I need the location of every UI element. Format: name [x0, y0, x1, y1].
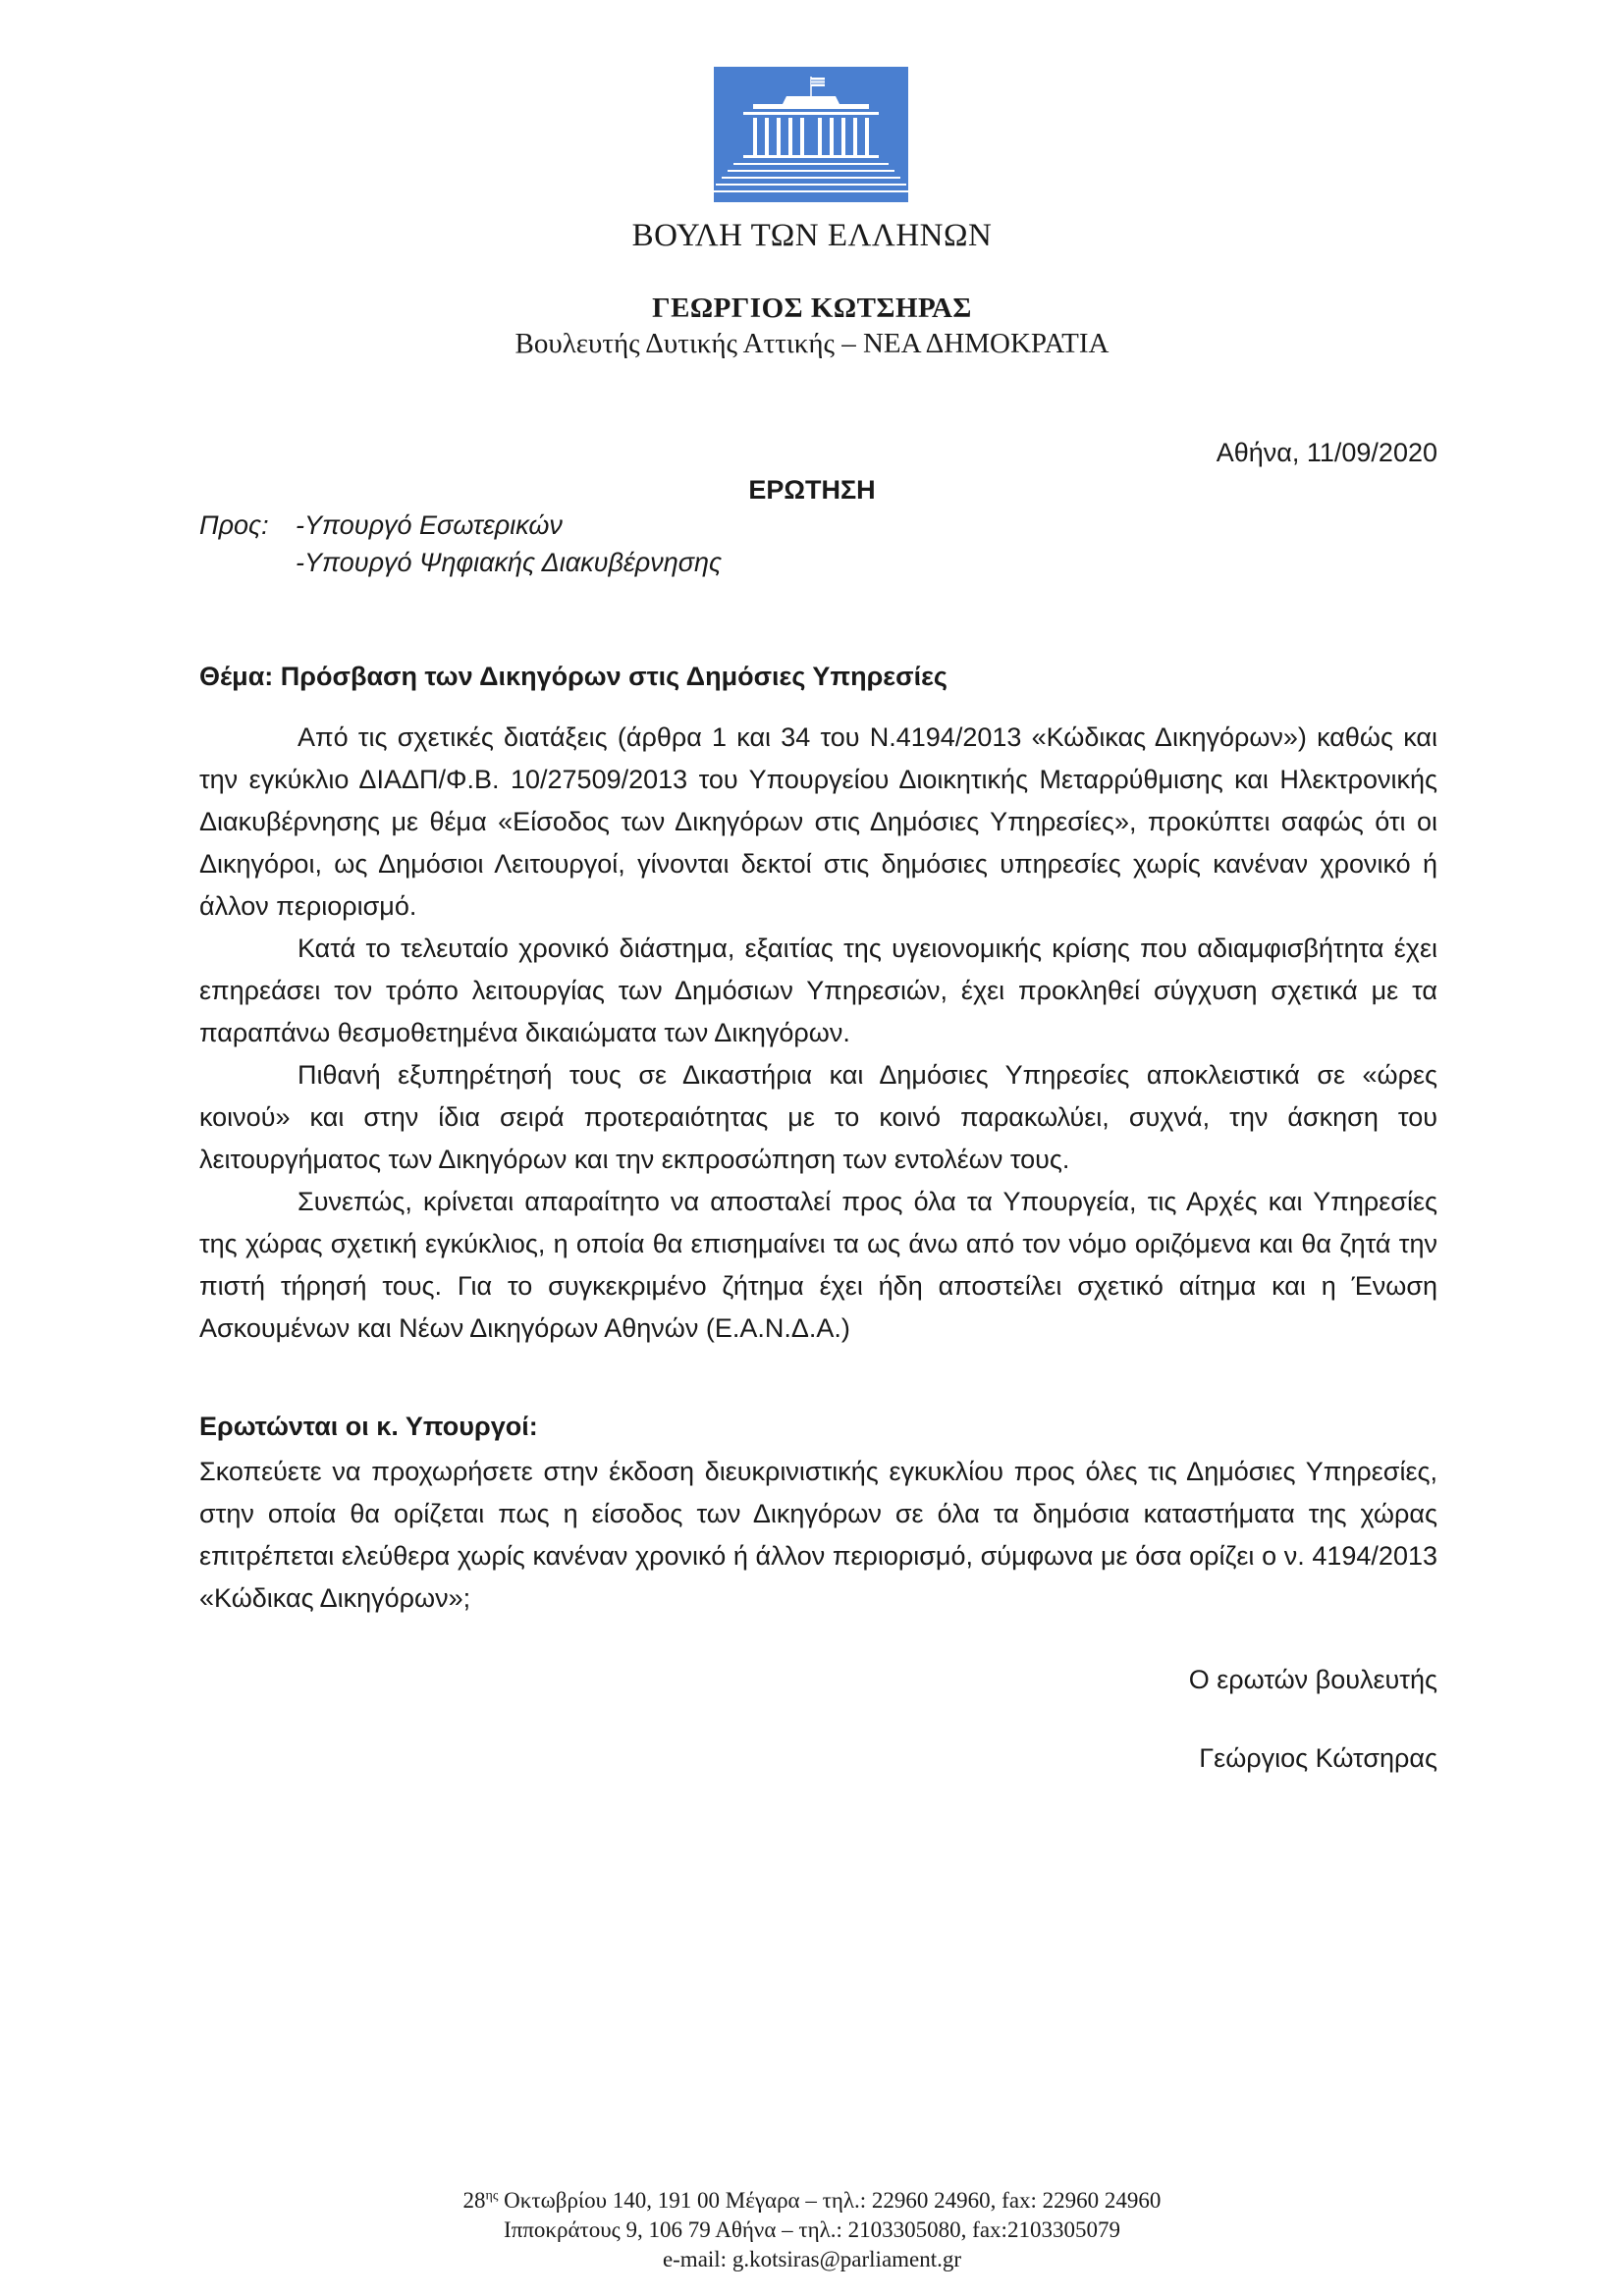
footer-ordinal-suffix: ης: [485, 2188, 499, 2204]
signature-name: Γεώργιος Κώτσηρας: [1199, 1743, 1437, 1773]
recipients-label: Προς:: [199, 510, 269, 540]
footer-address-rest: Οκτωβρίου 140, 191 00 Μέγαρα – τηλ.: 22960 24960, fax: 22960 24960: [498, 2188, 1162, 2213]
body-paragraph: Κατά το τελευταίο χρονικό διάστημα, εξαιτίας της υγειονομικής κρίσης που αδιαμφισβήτητα έχει επηρεάσει τον τρόπο λειτουργίας των Δημόσιων Υπηρεσιών, έχει προκληθεί σύγχυση σχετικά με τα παραπάνω θεσμοθετημένα δικαιώματα των Δικηγόρων.: [199, 934, 1437, 1047]
parliament-title: ΒΟΥΛΗ ΤΩΝ ΕΛΛΗΝΩΝ: [631, 218, 993, 253]
recipient-item: -Υπουργό Εσωτερικών: [296, 510, 563, 540]
document-date: Αθήνα, 11/09/2020: [1216, 438, 1437, 467]
body-paragraph: Συνεπώς, κρίνεται απαραίτητο να αποσταλεί προς όλα τα Υπουργεία, τις Αρχές και Υπηρεσίες της χώρας σχετική εγκύκλιος, η οποία θα επισημαίνει τα ως άνω από τον νόμο οριζόμενα και θα ζητά την πιστή τήρησή τους. Για το συγκεκριμένο ζήτημα έχει ήδη αποστείλει σχετικό αίτημα και η Ένωση Ασκουμένων και Νέων Δικηγόρων Αθηνών (Ε.Α.Ν.Δ.Α.): [199, 1187, 1437, 1343]
document-type-heading: ΕΡΩΤΗΣΗ: [748, 475, 876, 505]
footer-address-megara: [0, 2188, 1624, 2214]
document-body: [199, 717, 1437, 1350]
hellenic-parliament-logo: [714, 67, 908, 202]
question-text: Σκοπεύετε να προχωρήσετε στην έκδοση διευκρινιστικής εγκυκλίου προς όλες τις Δημόσιες Υπηρεσίες, στην οποία θα ορίζεται πως η είσοδος των Δικηγόρων σε όλα τα δημόσια καταστήματα της χώρας επιτρέπεται ελεύθερα χωρίς κανέναν χρονικό ή άλλον περιορισμό, σύμφωνα με όσα ορίζει ο ν. 4194/2013 «Κώδικας Δικηγόρων»;: [199, 1457, 1437, 1613]
footer-email: e-mail: g.kotsiras@parliament.gr: [662, 2247, 962, 2271]
mp-role: Βουλευτής Δυτικής Αττικής – ΝΕΑ ΔΗΜΟΚΡΑΤΙΑ: [514, 328, 1110, 359]
body-paragraph: Από τις σχετικές διατάξεις (άρθρα 1 και 34 του Ν.4194/2013 «Κώδικας Δικηγόρων») καθώς και την εγκύκλιο ΔΙΑΔΠ/Φ.Β. 10/27509/2013 του Υπουργείου Διοικητικής Μεταρρύθμισης και Ηλεκτρονικής Διακυβέρνησης με θέμα «Είσοδος των Δικηγόρων στις Δημόσιες Υπηρεσίες», προκύπτει σαφώς ότι οι Δικηγόροι, ως Δημόσιοι Λειτουργοί, γίνονται δεκτοί στις δημόσιες υπηρεσίες χωρίς κανέναν χρονικό ή άλλον περιορισμό.: [199, 722, 1437, 921]
questions-heading: Ερωτώνται οι κ. Υπουργοί:: [199, 1412, 538, 1441]
recipient-item: -Υπουργό Ψηφιακής Διακυβέρνησης: [296, 548, 723, 577]
footer-address-athens: Ιπποκράτους 9, 106 79 Αθήνα – τηλ.: 2103305080, fax:2103305079: [504, 2217, 1120, 2242]
subject-line: Θέμα: Πρόσβαση των Δικηγόρων στις Δημόσιες Υπηρεσίες: [199, 662, 947, 691]
signature-title: Ο ερωτών βουλευτής: [1188, 1665, 1437, 1694]
body-paragraph: Πιθανή εξυπηρέτησή τους σε Δικαστήρια και Δημόσιες Υπηρεσίες αποκλειστικά σε «ώρες κοινού» και στην ίδια σειρά προτεραιότητας με το κοινό παρακωλύει, συχνά, την άσκηση του λειτουργήματος των Δικηγόρων και την εκπροσώπηση των εντολέων τους.: [199, 1060, 1437, 1174]
mp-name: ΓΕΩΡΓΙΟΣ ΚΩΤΣΗΡΑΣ: [652, 293, 972, 324]
footer-street-number: 28: [462, 2188, 486, 2213]
